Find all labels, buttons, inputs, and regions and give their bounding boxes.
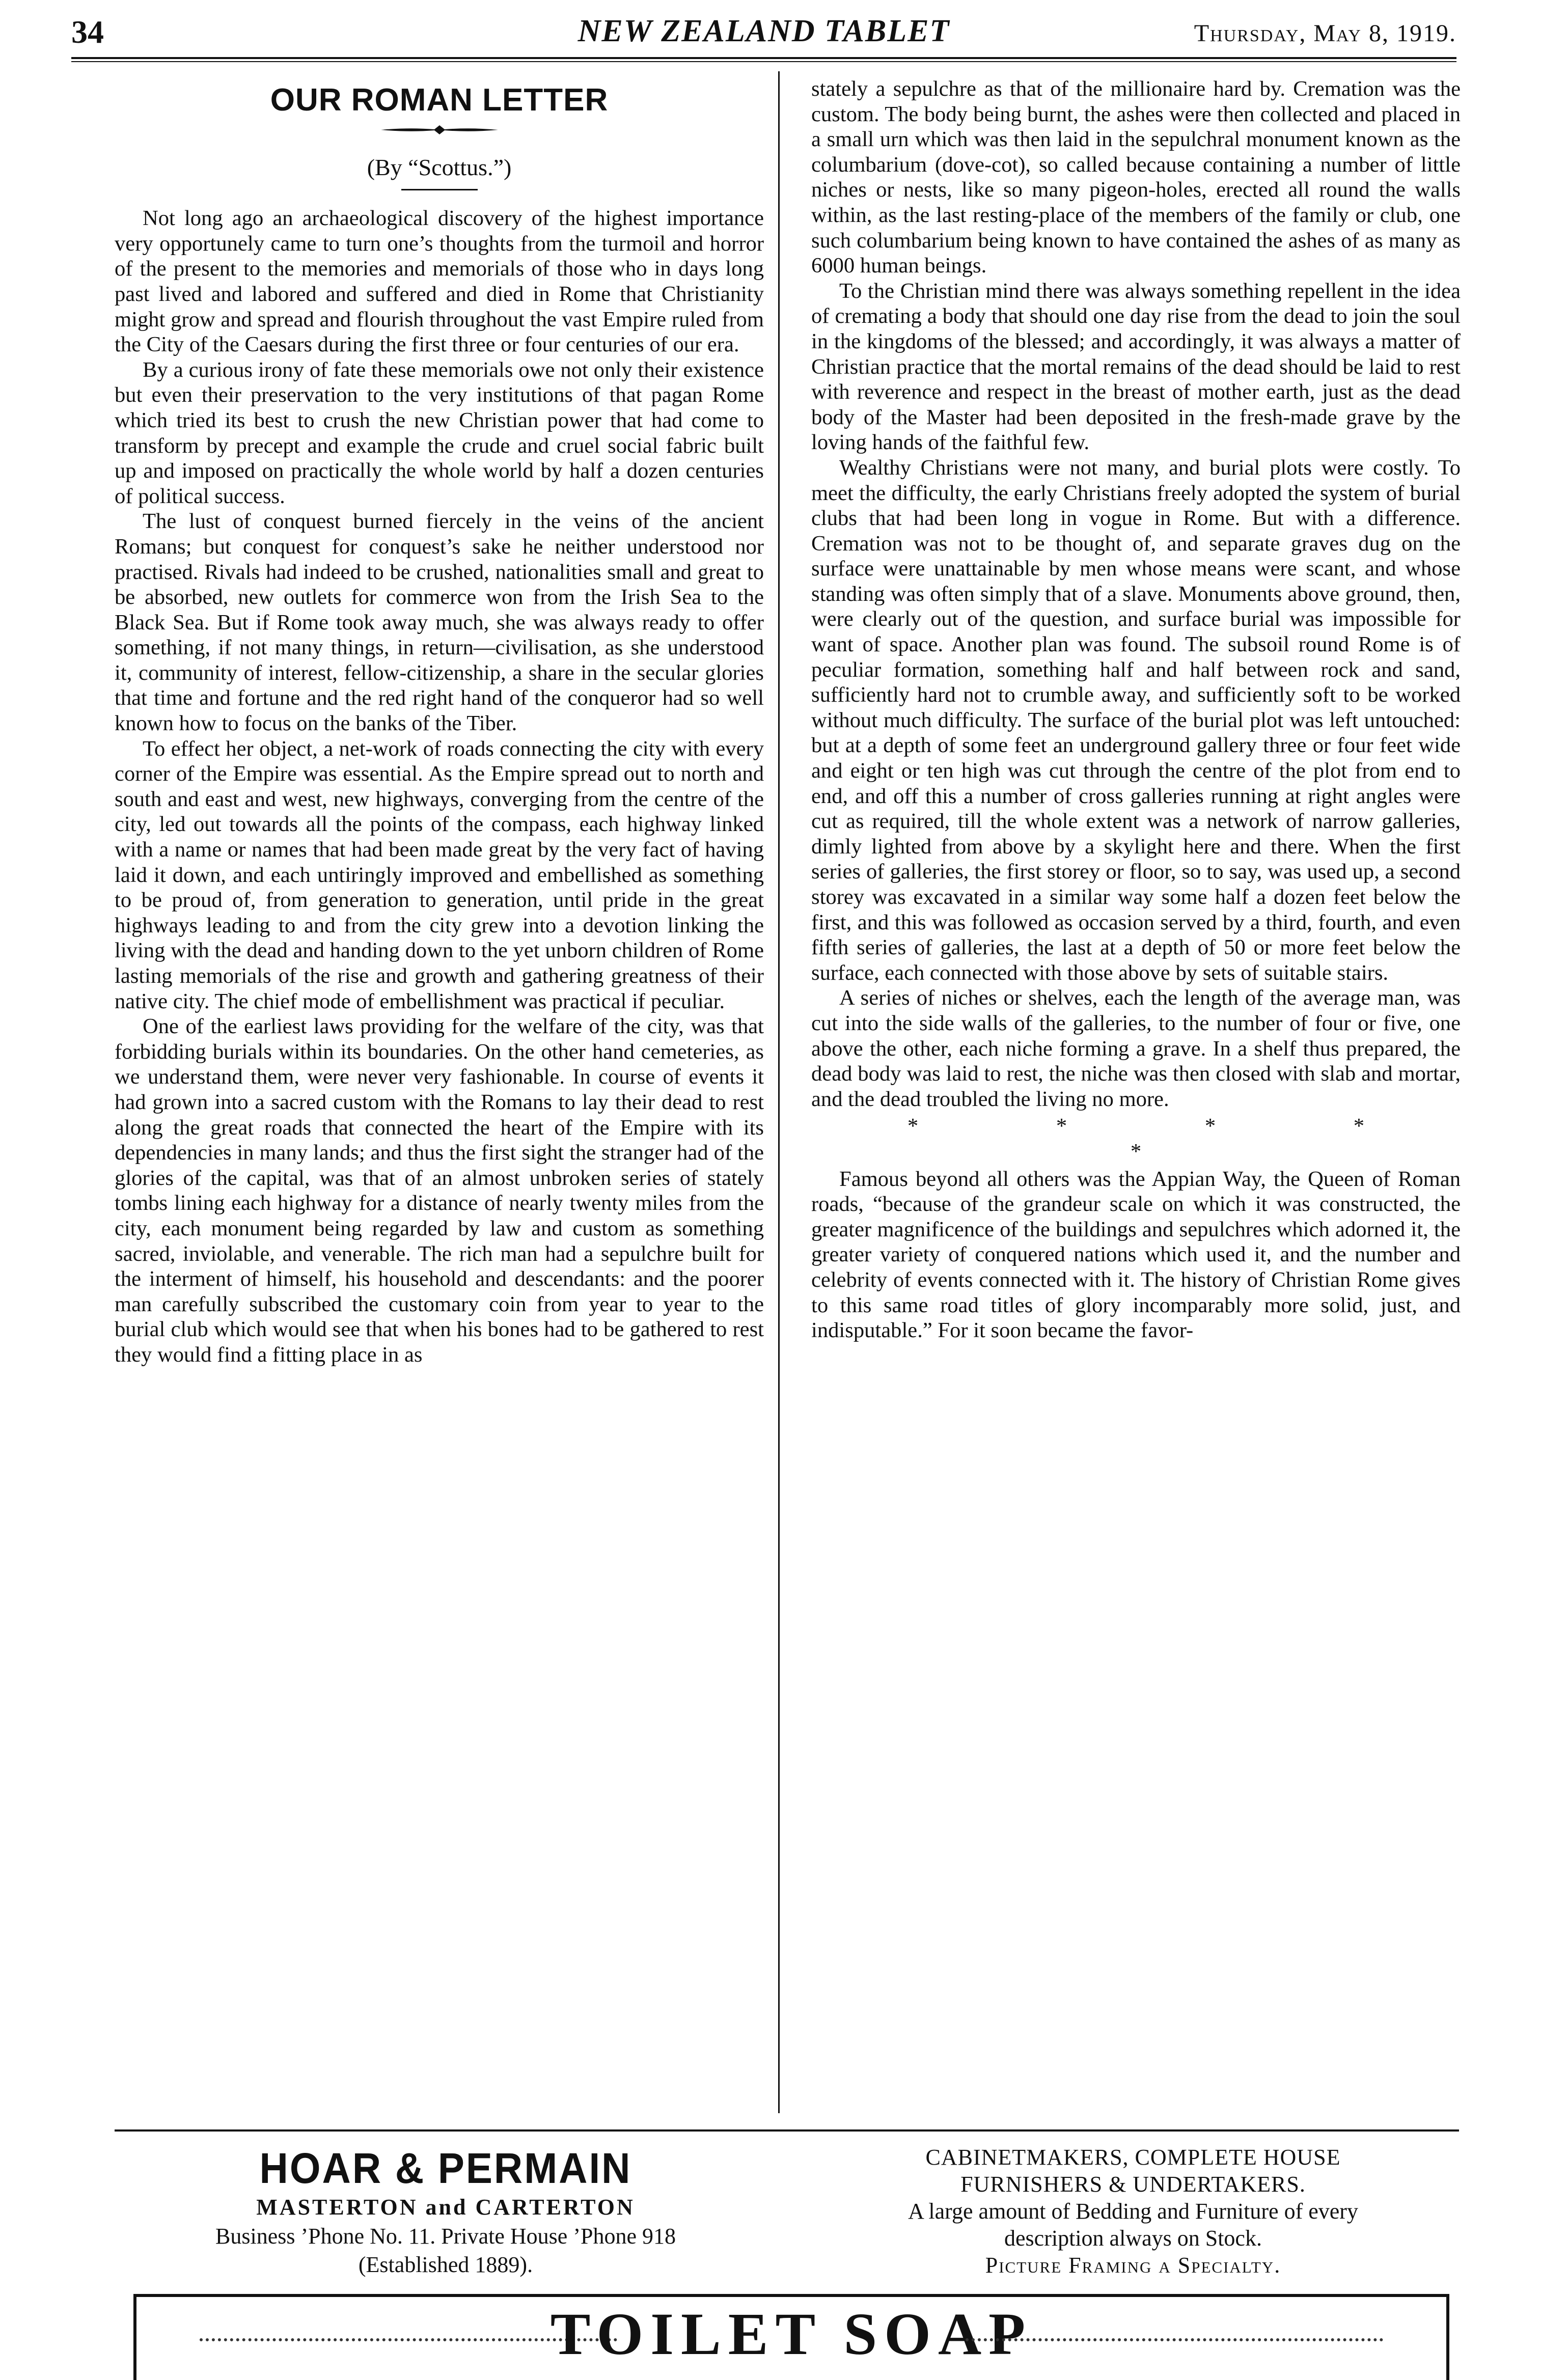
article-column-left [115,76,764,1368]
article-paragraph: By a curious irony of fate these memorials owe not only their existence but even their preservation to the very institutions of that pagan Rome which tried its best to crush the new Christian power that had come to transform by precept and example the crude and cruel social fabric built up and imposed on practically the whole world by half a dozen centuries of political success. [115,357,764,508]
article-paragraph: To effect her object, a net-work of roads connecting the city with every corner of the Empire was essential. As the Empire spread out to north and south and east and west, new highways, converging from the centre of the city, led out towards all the points of the compass, each highway linked with a name or names that had been made great by the very fact of having laid it down, and each untiringly improved and embellished as something to be proud of, from generation to generation, until pride in the great highways leading to and from the city grew into a devotion linking the living with the dead and handing down to the yet unborn children of Rome lasting memorials of the rise and growth and gathering greatness of their native city. The chief mode of embellishment was practical if peculiar. [115,736,764,1013]
article-paragraph: The lust of conquest burned fiercely in the veins of the ancient Romans; but conquest for conquest’s sake he neither understood nor practised. Rivals had indeed to be crushed, nationalities small and great to be absorbed, new outlets for commerce won from the Irish Sea to the Black Sea. But if Rome took away much, she was always ready to offer something, if not many things, in return—civilisation, as she understood it, community of interest, fellow-citizenship, a share in the secular glories that time and fortune and the red right hand of the conqueror had so well known how to focus on the banks of the Tiber. [115,509,764,736]
ad-soap-title: TOILET SOAP [550,2301,1033,2367]
ad-line: CABINETMAKERS, COMPLETE HOUSE [925,2145,1341,2170]
masthead-rule [71,57,1456,59]
ad-towns: MASTERTON and CARTERTON [256,2195,635,2220]
ad-established: (Established 1889). [358,2252,533,2277]
issue-date: Thursday, May 8, 1919. [1194,20,1456,47]
page-number: 34 [71,14,104,50]
column-divider [778,71,780,2113]
ad-line: FURNISHERS & UNDERTAKERS. [960,2172,1306,2197]
article-title: OUR ROMAN LETTER [270,82,609,118]
article-column-right [811,76,1461,1343]
ad-firm-name: HOAR & PERMAIN [259,2144,632,2193]
publication-title: NEW ZEALAND TABLET [577,14,950,48]
byline-rule [401,189,478,190]
ad-hoar-permain [115,2144,777,2279]
article-paragraph: To the Christian mind there was always something repellent in the idea of cremating a body that should one day rise from the dead to join the soul in the kingdoms of the blessed; and accordingly, it was always a matter of Christian practice that the mortal remains of the dead should be laid to rest with reverence and respect in the breast of mother earth, just as the dead body of the Master had been deposited in the fresh-made grave by the loving hands of the faithful few. [811,279,1461,455]
ad-phone: Business ’Phone No. 11. Private House ’Phone 918 [215,2224,676,2249]
ornament-rule-icon [378,122,501,137]
article-paragraph: stately a sepulchre as that of the millionaire hard by. Cremation was the custom. The body being burnt, the ashes were then collected and placed in a small urn which was then laid in the sepulchral monument known as the columbarium (dove-cot), so called because containing a number of little niches or nests, like so many pigeon-holes, erected all round the walls within, as the last resting-place of the members of the family or club, one such columbarium being known to have contained the ashes of as many as 6000 human beings. [811,77,1461,278]
article-paragraph: A series of niches or shelves, each the length of the average man, was cut into the side walls of the galleries, to the number of four or five, one above the other, each niche forming a grave. In a shelf thus prepared, the dead body was laid to rest, the niche was then closed with slab and mortar, and the dead troubled the living no more. [811,986,1461,1111]
dotted-leader-right [966,2338,1383,2341]
article-paragraph: Not long ago an archaeological discovery of the highest importance very opportunely came to turn one’s thoughts from the turmoil and horror of the present to the memories and memorials of those who in days long past lived and labored and suffered and died in Rome that Christianity might grow and spread and flourish throughout the vast Empire ruled from the City of the Caesars during the first three or four centuries of our era. [115,206,764,357]
masthead-rule-thin [71,61,1456,62]
article-byline: (By “Scottus.”) [367,154,512,180]
masthead [71,9,1456,56]
advertisement-rule [115,2129,1459,2132]
article-paragraph: Famous beyond all others was the Appian Way, the Queen of Roman roads, “because of the grandeur scale on which it was constructed, the greater magnificence of the buildings and sepulchres which adorned it, the greater variety of conquered nations which used it, and the number and celebrity of events connected with it. The history of Christian Rome gives to this same road titles of glory incomparably more solid, just, and indisputable.” For it soon became the favor- [811,1167,1461,1343]
article-paragraph: Wealthy Christians were not many, and burial plots were costly. To meet the difficulty, the early Christians freely adopted the system of burial clubs that had been long in vogue in Rome. But with a difference. Cremation was not to be thought of, and separate graves dug on the surface were unattainable by men whose means were scant, and whose standing was often simply that of a slave. Monuments above ground, then, were clearly out of the question, and surface burial was impossible for want of space. Another plan was found. The subsoil round Rome is of peculiar formation, something half and half between rock and sand, sufficiently hard not to crumble away, and sufficiently soft to be worked without much difficulty. The surface of the burial plot was left untouched: but at a depth of some feet an underground gallery three or four feet wide and eight or ten high was cut through the centre of the plot from end to end, and off this a number of cross galleries running at right angles were cut as required, till the whole extent was a network of narrow galleries, dimly lighted from above by a skylight here and there. When the first series of galleries, the first storey or floor, so to say, was used up, a second storey was excavated in a similar way some half a dozen feet below the first, and this was followed as occasion served by a third, fourth, and even fifth series of galleries, the last at a depth of 50 or more feet below the surface, each connected with those above by sets of suitable stairs. [811,455,1461,985]
article-paragraph: One of the earliest laws providing for the welfare of the city, was that forbidding burials within its boundaries. On the other hand cemeteries, as we understand them, were never very fashionable. In course of events it had grown into a sacred custom with the Romans to lay their dead to rest along the great roads that connected the heart of the Empire with its dependencies in many lands; and thus the first sight the stranger had of the glories of the capital, was that of an almost unbroken series of stately tombs lining each highway for a distance of nearly twenty miles from the city, each monument being regarded by law and custom as something sacred, inviolable, and venerable. The rich man had a sepulchre built for the interment of himself, his household and descendants: and the poorer man carefully subscribed the customary coin from year to year to the burial club which would see that when his bones had to be gathered to rest they would find a fitting place in as [115,1014,764,1367]
ad-line: Picture Framing a Specialty. [985,2253,1281,2278]
ad-cabinetmakers [807,2144,1459,2279]
ad-line: A large amount of Bedding and Furniture of every [908,2199,1358,2224]
ad-line: description always on Stock. [1004,2226,1262,2251]
section-break-stars: * * * * * [907,1114,1431,1164]
ad-toilet-soap [133,2298,1449,2380]
